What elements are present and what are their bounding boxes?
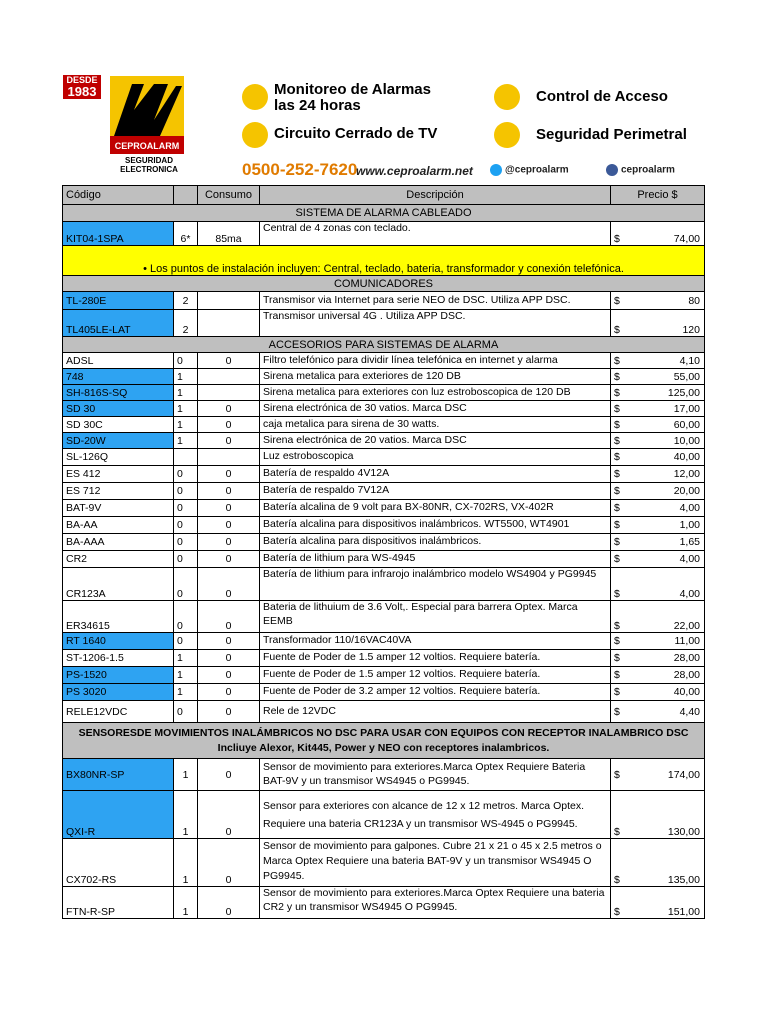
row-desc: Sensor de movimiento para exteriores.Marca Optex Requiere Bateria BAT-9V y un transmisor WS4945 o PG9945.	[260, 759, 611, 791]
service-cctv: Circuito Cerrado de TV	[274, 125, 438, 142]
price-currency: $	[614, 620, 620, 632]
row-price	[611, 417, 705, 433]
table-row	[63, 650, 705, 667]
row-desc: Luz estroboscopica	[260, 449, 611, 466]
ceproalarm-logo	[110, 76, 184, 154]
price-currency: $	[614, 519, 620, 531]
row-qty: 1	[174, 839, 198, 887]
row-code: SD 30C	[63, 417, 174, 433]
table-row	[63, 353, 705, 369]
price-currency: $	[614, 324, 620, 336]
row-desc: Sirena metalica para exteriores de 120 DB	[260, 369, 611, 385]
price-currency: $	[614, 906, 620, 918]
row-qty: 0	[174, 551, 198, 568]
row-code: TL405LE-LAT	[63, 310, 174, 337]
table-row	[63, 222, 705, 246]
row-consumo: 0	[198, 601, 260, 633]
row-desc: Batería de respaldo 4V12A	[260, 466, 611, 483]
row-qty: 2	[174, 310, 198, 337]
row-consumo: 0	[198, 483, 260, 500]
row-price	[611, 466, 705, 483]
row-qty: 1	[174, 417, 198, 433]
table-row	[63, 568, 705, 601]
row-qty: 1	[174, 667, 198, 684]
row-price	[611, 369, 705, 385]
row-price	[611, 222, 705, 246]
row-qty: 0	[174, 568, 198, 601]
price-currency: $	[614, 468, 620, 480]
price-currency: $	[614, 451, 620, 463]
row-consumo: 0	[198, 568, 260, 601]
row-code: BA-AA	[63, 517, 174, 534]
row-consumo: 0	[198, 500, 260, 517]
brand-line1: SEGURIDAD	[124, 156, 173, 165]
section-row	[63, 205, 705, 222]
row-code: ES 412	[63, 466, 174, 483]
table-row	[63, 759, 705, 791]
row-price	[611, 401, 705, 417]
price-currency: $	[614, 386, 620, 399]
table-row	[63, 667, 705, 684]
row-desc: Sensor para exteriores con alcance de 12 x 12 metros. Marca Optex. Requiere una bateria CR123A y un transmisor WS-4945 o PG9945.	[260, 791, 611, 839]
row-price	[611, 310, 705, 337]
table-row	[63, 310, 705, 337]
row-qty: 1	[174, 650, 198, 667]
service-label: Monitoreo de Alarmas	[274, 81, 431, 98]
row-desc: Transmisor universal 4G . Utiliza APP DSC.	[260, 310, 611, 337]
row-price	[611, 449, 705, 466]
since-badge	[62, 74, 102, 100]
row-code: RELE12VDC	[63, 701, 174, 723]
row-qty	[174, 449, 198, 466]
price-amount: 4,40	[679, 705, 700, 718]
row-consumo: 0	[198, 701, 260, 723]
price-currency: $	[614, 768, 620, 781]
row-consumo: 0	[198, 517, 260, 534]
service-label-2: las 24 horas	[274, 97, 361, 114]
row-consumo: 0	[198, 353, 260, 369]
price-currency: $	[614, 370, 620, 383]
row-code: KIT04-1SPA	[63, 222, 174, 246]
price-amount: 4,00	[679, 553, 700, 565]
table-row	[63, 601, 705, 633]
row-consumo: 0	[198, 791, 260, 839]
row-desc: Sirena metalica para exteriores con luz estroboscopica de 120 DB	[260, 385, 611, 401]
table-row	[63, 839, 705, 887]
price-currency: $	[614, 354, 620, 367]
row-code: SD-20W	[63, 433, 174, 449]
price-amount: 130,00	[667, 826, 700, 838]
price-amount: 4,00	[679, 588, 700, 600]
row-consumo	[198, 369, 260, 385]
price-amount: 80	[688, 294, 700, 307]
table-row	[63, 684, 705, 701]
row-code: BX80NR-SP	[63, 759, 174, 791]
row-code: CR123A	[63, 568, 174, 601]
row-qty: 1	[174, 385, 198, 401]
row-price	[611, 701, 705, 723]
price-currency: $	[614, 434, 620, 447]
row-qty: 0	[174, 500, 198, 517]
row-desc: Fuente de Poder de 1.5 amper 12 voltios. Requiere batería.	[260, 667, 611, 684]
table-row	[63, 534, 705, 551]
row-code: SD 30	[63, 401, 174, 417]
price-amount: 1,65	[679, 536, 700, 548]
table-row	[63, 633, 705, 650]
twitter-text: @ceproalarm	[505, 164, 569, 176]
row-consumo: 0	[198, 401, 260, 417]
row-consumo: 0	[198, 466, 260, 483]
price-currency: $	[614, 826, 620, 838]
row-price	[611, 534, 705, 551]
price-currency: $	[614, 686, 620, 698]
row-code: 748	[63, 369, 174, 385]
table-row	[63, 791, 705, 839]
row-desc: Transformador 110/16VAC40VA	[260, 633, 611, 650]
twitter-icon	[490, 164, 502, 176]
row-desc: Batería alcalina para dispositivos inalámbricos.	[260, 534, 611, 551]
row-desc: Transmisor via Internet para serie NEO de DSC. Utiliza APP DSC.	[260, 292, 611, 310]
row-qty: 1	[174, 791, 198, 839]
row-code: CX702-RS	[63, 839, 174, 887]
section-row	[63, 337, 705, 353]
note-row	[63, 246, 705, 276]
price-currency: $	[614, 588, 620, 600]
price-currency: $	[614, 502, 620, 514]
row-desc: Fuente de Poder de 1.5 amper 12 voltios. Requiere batería.	[260, 650, 611, 667]
row-consumo	[198, 449, 260, 466]
row-price	[611, 667, 705, 684]
row-code: TL-280E	[63, 292, 174, 310]
price-amount: 135,00	[667, 874, 700, 886]
brand-line2: ELECTRONICA	[120, 165, 178, 174]
table-row	[63, 551, 705, 568]
header-qty	[174, 186, 198, 205]
row-qty: 6*	[174, 222, 198, 246]
row-qty: 0	[174, 534, 198, 551]
row-price	[611, 385, 705, 401]
price-amount: 22,00	[673, 620, 700, 632]
row-price	[611, 887, 705, 919]
facebook-icon	[606, 164, 618, 176]
price-currency: $	[614, 553, 620, 565]
price-amount: 74,00	[673, 233, 700, 245]
row-qty: 1	[174, 759, 198, 791]
price-currency: $	[614, 402, 620, 415]
row-code: CR2	[63, 551, 174, 568]
price-currency: $	[614, 669, 620, 681]
table-row	[63, 466, 705, 483]
row-price	[611, 568, 705, 601]
row-qty: 0	[174, 517, 198, 534]
cctv-camera-icon	[242, 122, 268, 148]
row-price	[611, 633, 705, 650]
row-consumo: 0	[198, 551, 260, 568]
row-consumo: 85ma	[198, 222, 260, 246]
brand-subtitle	[112, 156, 186, 174]
table-row	[63, 401, 705, 417]
row-price	[611, 650, 705, 667]
row-consumo: 0	[198, 759, 260, 791]
website-link[interactable]: www.ceproalarm.net	[356, 164, 473, 178]
row-qty: 0	[174, 353, 198, 369]
price-amount: 125,00	[667, 386, 700, 399]
row-code: ADSL	[63, 353, 174, 369]
row-code: SL-126Q	[63, 449, 174, 466]
row-price	[611, 839, 705, 887]
row-price	[611, 292, 705, 310]
company-header	[62, 70, 706, 182]
section-title: COMUNICADORES	[63, 276, 705, 292]
price-amount: 174,00	[667, 768, 700, 781]
price-amount: 60,00	[673, 418, 700, 431]
row-code: ER34615	[63, 601, 174, 633]
facebook-text: ceproalarm	[621, 164, 675, 176]
table-row	[63, 369, 705, 385]
twitter-handle[interactable]	[490, 164, 569, 176]
row-desc: Bateria de lithuium de 3.6 Volt,. Especial para barrera Optex. Marca EEMB	[260, 601, 611, 633]
row-desc: Batería alcalina de 9 volt para BX-80NR, CX-702RS, VX-402R	[260, 500, 611, 517]
row-consumo	[198, 310, 260, 337]
row-code: BAT-9V	[63, 500, 174, 517]
price-amount: 120	[682, 324, 700, 336]
row-price	[611, 684, 705, 701]
table-row	[63, 701, 705, 723]
row-desc: Batería alcalina para dispositivos inalámbricos. WT5500, WT4901	[260, 517, 611, 534]
row-desc: Sensor de movimiento para galpones. Cubre 21 x 21 o 45 x 2.5 metros o Marca Optex Requiere una bateria BAT-9V y un transmisor WS4945 O PG9945.	[260, 839, 611, 887]
price-currency: $	[614, 294, 620, 307]
row-qty: 2	[174, 292, 198, 310]
section-row	[63, 276, 705, 292]
row-qty: 0	[174, 601, 198, 633]
price-amount: 151,00	[667, 906, 700, 918]
service-perimeter: Seguridad Perimetral	[536, 126, 687, 143]
row-qty: 1	[174, 401, 198, 417]
row-desc: Batería de lithium para infrarojo inalámbrico modelo WS4904 y PG9945	[260, 568, 611, 601]
price-currency: $	[614, 635, 620, 647]
price-amount: 20,00	[673, 485, 700, 497]
row-price	[611, 353, 705, 369]
header-desc: Descripción	[260, 186, 611, 205]
table-row	[63, 433, 705, 449]
facebook-handle[interactable]	[606, 164, 675, 176]
price-amount: 17,00	[673, 402, 700, 415]
row-desc: Filtro telefónico para dividir línea telefónica en internet y alarma	[260, 353, 611, 369]
row-code: BA-AAA	[63, 534, 174, 551]
price-currency: $	[614, 536, 620, 548]
price-amount: 40,00	[673, 686, 700, 698]
price-amount: 1,00	[679, 519, 700, 531]
row-price	[611, 791, 705, 839]
row-desc: Central de 4 zonas con teclado.	[260, 222, 611, 246]
price-amount: 28,00	[673, 652, 700, 664]
row-price	[611, 483, 705, 500]
table-row	[63, 449, 705, 466]
row-price	[611, 433, 705, 449]
row-price	[611, 551, 705, 568]
header-consumo: Consumo	[198, 186, 260, 205]
price-currency: $	[614, 485, 620, 497]
row-desc: Sirena electrónica de 30 vatios. Marca DSC	[260, 401, 611, 417]
row-desc: Sirena electrónica de 20 vatios. Marca DSC	[260, 433, 611, 449]
row-consumo: 0	[198, 417, 260, 433]
access-card-icon	[494, 84, 520, 110]
service-monitoring	[274, 82, 431, 114]
table-header-row	[63, 186, 705, 205]
row-consumo: 0	[198, 650, 260, 667]
row-desc: caja metalica para sirena de 30 watts.	[260, 417, 611, 433]
perimeter-fence-icon	[494, 122, 520, 148]
row-consumo: 0	[198, 633, 260, 650]
row-qty: 0	[174, 633, 198, 650]
installation-note: • Los puntos de instalación incluyen: Central, teclado, bateria, transformador y conexión telefónica.	[63, 246, 705, 276]
phone-number: 0500-252-7620	[242, 160, 358, 179]
row-qty: 1	[174, 887, 198, 919]
price-table	[62, 185, 705, 919]
row-price	[611, 601, 705, 633]
table-row	[63, 385, 705, 401]
row-qty: 0	[174, 701, 198, 723]
row-qty: 1	[174, 369, 198, 385]
price-currency: $	[614, 874, 620, 886]
row-qty: 1	[174, 684, 198, 701]
table-row	[63, 500, 705, 517]
service-access-control: Control de Acceso	[536, 88, 668, 105]
price-amount: 10,00	[673, 434, 700, 447]
table-row	[63, 517, 705, 534]
row-desc: Batería de respaldo 7V12A	[260, 483, 611, 500]
row-consumo: 0	[198, 839, 260, 887]
header-code: Código	[63, 186, 174, 205]
row-code: RT 1640	[63, 633, 174, 650]
price-currency: $	[614, 418, 620, 431]
price-amount: 4,10	[679, 354, 700, 367]
svg-text:CEPROALARM: CEPROALARM	[114, 141, 180, 151]
row-consumo: 0	[198, 684, 260, 701]
row-qty: 0	[174, 483, 198, 500]
row-desc: Batería de lithium para WS-4945	[260, 551, 611, 568]
table-row	[63, 292, 705, 310]
row-code: ST-1206-1.5	[63, 650, 174, 667]
alarm-bell-icon	[242, 84, 268, 110]
row-code: SH-816S-SQ	[63, 385, 174, 401]
table-row	[63, 483, 705, 500]
row-desc: Fuente de Poder de 3.2 amper 12 voltios. Requiere batería.	[260, 684, 611, 701]
row-code: PS-1520	[63, 667, 174, 684]
row-consumo	[198, 385, 260, 401]
price-amount: 4,00	[679, 502, 700, 514]
row-consumo: 0	[198, 534, 260, 551]
row-qty: 1	[174, 433, 198, 449]
price-currency: $	[614, 705, 620, 718]
section-row	[63, 723, 705, 759]
row-code: FTN-R-SP	[63, 887, 174, 919]
price-amount: 40,00	[673, 451, 700, 463]
row-consumo: 0	[198, 667, 260, 684]
row-code: ES 712	[63, 483, 174, 500]
table-row	[63, 417, 705, 433]
price-amount: 11,00	[674, 635, 700, 647]
row-code: PS 3020	[63, 684, 174, 701]
header-price: Precio $	[611, 186, 705, 205]
row-qty: 0	[174, 466, 198, 483]
since-label: DESDE	[66, 75, 98, 85]
row-consumo	[198, 292, 260, 310]
section-title: ACCESORIOS PARA SISTEMAS DE ALARMA	[63, 337, 705, 353]
row-code: QXI-R	[63, 791, 174, 839]
row-desc: Rele de 12VDC	[260, 701, 611, 723]
row-consumo: 0	[198, 433, 260, 449]
price-currency: $	[614, 652, 620, 664]
section-title: SISTEMA DE ALARMA CABLEADO	[63, 205, 705, 222]
row-price	[611, 759, 705, 791]
row-desc: Sensor de movimiento para exteriores.Marca Optex Requiere una bateria CR2 y un transmisor WS4945 O PG9945.	[260, 887, 611, 919]
row-price	[611, 517, 705, 534]
price-amount: 28,00	[673, 669, 700, 681]
section-title: SENSORESDE MOVIMIENTOS INALÁMBRICOS NO DSC PARA USAR CON EQUIPOS CON RECEPTOR INALAMBRICO DSC Incliuye Alexor, Kit445, Power y NEO con receptores inalambricos.	[63, 723, 705, 759]
price-amount: 12,00	[673, 468, 700, 480]
since-year: 1983	[67, 84, 97, 99]
price-currency: $	[614, 233, 620, 245]
row-price	[611, 500, 705, 517]
price-amount: 55,00	[673, 370, 700, 383]
table-row	[63, 887, 705, 919]
row-consumo: 0	[198, 887, 260, 919]
